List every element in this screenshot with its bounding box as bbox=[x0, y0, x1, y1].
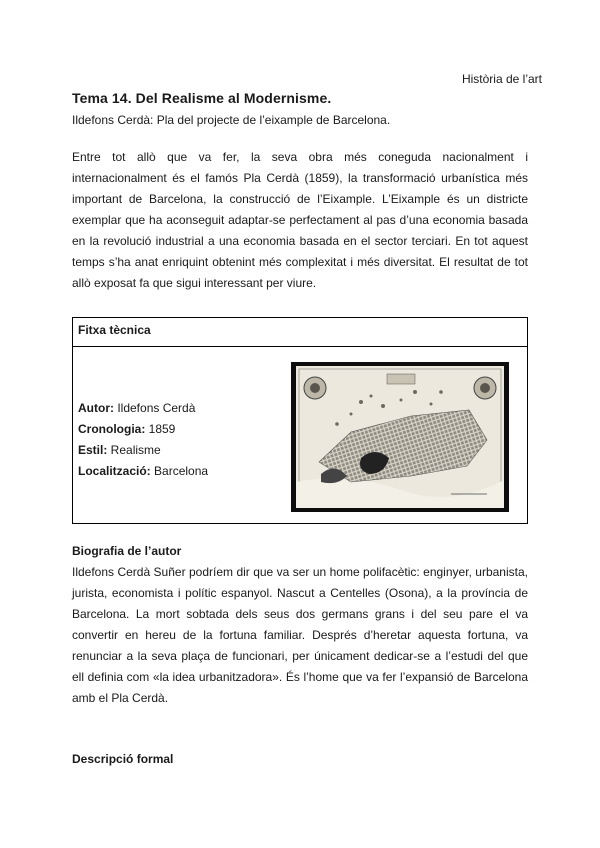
spec-localitzacio: Localització: Barcelona bbox=[78, 464, 209, 478]
pla-cerda-map-image bbox=[291, 362, 509, 512]
spec-autor: Autor: Ildefons Cerdà bbox=[78, 401, 196, 415]
coat-of-arms-right-icon bbox=[474, 377, 496, 399]
spec-estil: Estil: Realisme bbox=[78, 443, 161, 457]
biografia-paragraph: Ildefons Cerdà Suñer podríem dir que va ser un home polifacètic: enginyer, urbanista, jurista, economista i polític espanyol. Nascut a Centelles (Osona), a la província de Barcelona. La mort sobtada dels seus dos germans grans i del seu pare el va convertir en hereu de la fortuna familiar. Després d’heretar aquesta fortuna, va renunciar a la seva plaça de funcionari, per únicament dedicar-se a l’estudi del que ell definia com «la idea urbanitzadora». És l’home que va fer l’expansió de Barcelona amb el Pla Cerdà. bbox=[72, 565, 528, 705]
biografia-heading: Biografia de l’autor bbox=[72, 544, 182, 558]
descripcio-heading: Descripció formal bbox=[72, 752, 174, 766]
spec-cronologia: Cronologia: 1859 bbox=[78, 422, 176, 436]
coat-of-arms-left-icon bbox=[304, 377, 326, 399]
fitxa-heading: Fitxa tècnica bbox=[73, 318, 527, 347]
intro-paragraph: Entre tot allò que va fer, la seva obra més coneguda nacionalment i internacionalment és el famós Pla Cerdà (1859), la transformació urbanística més important de Barcelona, la construcció de l’Eixample. L’Eixample és un districte exemplar que ha aconseguit adaptar-se perfectament al pas d’una economia basada en la revolució industrial a una economia basada en el sector terciari. En tot aquest temps s’ha anat enriquint obtenint més complexitat i més diversitat. El resultat de tot allò exposat fa que sigui interessant per viure. bbox=[72, 150, 528, 290]
page-title: Tema 14. Del Realisme al Modernisme. bbox=[72, 90, 332, 106]
header-subject: Història de l’art bbox=[461, 72, 542, 86]
fitxa-tecnica-box bbox=[72, 317, 528, 524]
fitxa-specs bbox=[78, 398, 208, 482]
page-subtitle: Ildefons Cerdà: Pla del projecte de l’eixample de Barcelona. bbox=[72, 113, 391, 127]
